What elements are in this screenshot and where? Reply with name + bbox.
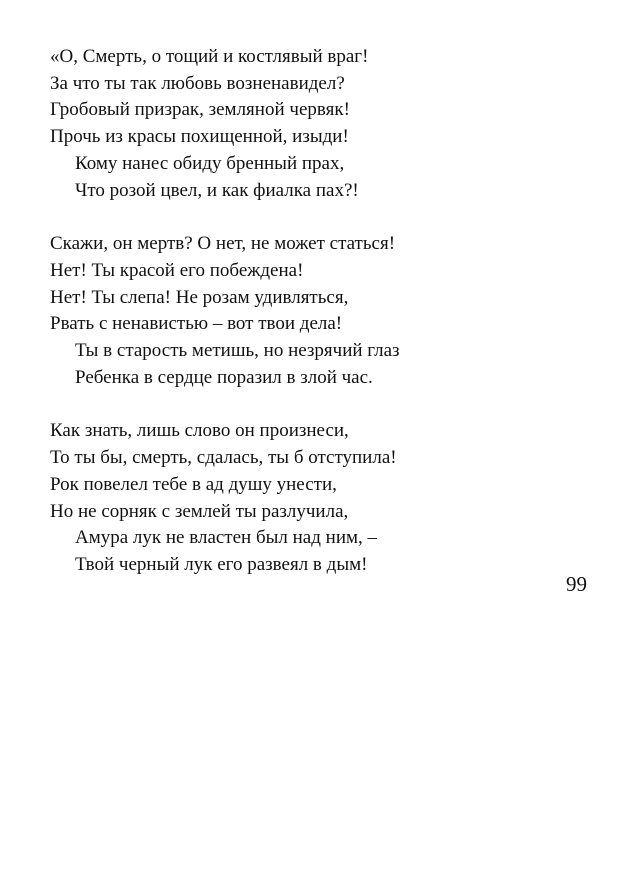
poem xyxy=(50,44,520,606)
poem-line: Нет! Ты красой его побеждена! xyxy=(50,259,304,281)
poem-line: За что ты так любовь возненавидел? xyxy=(50,72,345,94)
poem-line: То ты бы, смерть, сдалась, ты б отступила! xyxy=(50,447,397,469)
poem-line: Нет! Ты слепа! Не розам удивляться, xyxy=(50,286,349,308)
poem-line-indented: Ребенка в сердце поразил в злой час. xyxy=(75,366,373,388)
poem-line-indented: Что розой цвел, и как фиалка пах?! xyxy=(75,179,359,201)
poem-line-indented: Амура лук не властен был над ним, – xyxy=(75,527,378,549)
poem-line: Но не сорняк с землей ты разлучила, xyxy=(50,500,349,522)
poem-line-indented: Кому нанес обиду бренный прах, xyxy=(75,152,345,174)
poem-line: Скажи, он мертв? О нет, не может статься! xyxy=(50,233,396,255)
poem-line: Гробовый призрак, земляной червяк! xyxy=(50,99,350,121)
poem-line: Как знать, лишь слово он произнеси, xyxy=(50,420,349,442)
poem-line: Рвать с ненавистью – вот твои дела! xyxy=(50,313,343,335)
poem-line: «О, Смерть, о тощий и костлявый враг! xyxy=(50,46,369,67)
stanza-1 xyxy=(50,44,520,204)
poem-line-indented: Твой черный лук его развеял в дым! xyxy=(75,553,368,575)
poem-line: Прочь из красы похищенной, изыди! xyxy=(50,126,349,148)
stanza-2 xyxy=(50,231,520,391)
stanza-3 xyxy=(50,418,520,578)
page-number: 99 xyxy=(566,572,587,596)
poem-line-indented: Ты в старость метишь, но незрячий глаз xyxy=(75,340,400,362)
poem-line: Рок повелел тебе в ад душу унести, xyxy=(50,473,337,495)
